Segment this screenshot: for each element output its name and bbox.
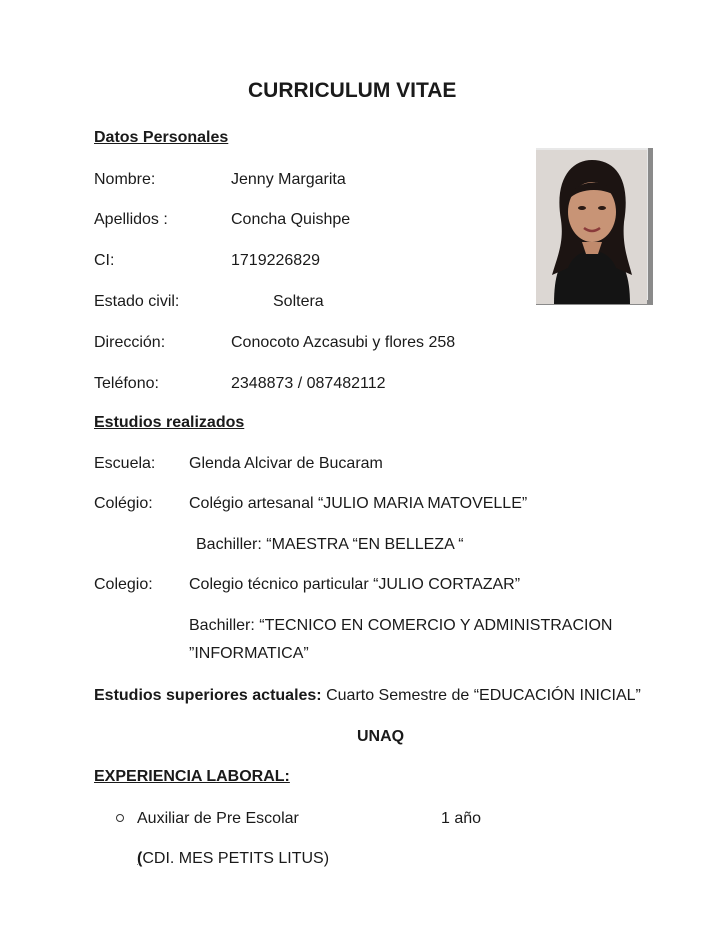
- college1-value: Colégio artesanal “JULIO MARIA MATOVELLE”: [189, 495, 528, 512]
- address-value: Conocoto Azcasubi y flores 258: [231, 334, 456, 351]
- experience-role: Auxiliar de Pre Escolar: [137, 810, 299, 827]
- civil-status-label: Estado civil:: [94, 293, 180, 310]
- school-value: Glenda Alcivar de Bucaram: [189, 455, 383, 472]
- civil-status-value: Soltera: [273, 293, 324, 310]
- superior-studies-value: Cuarto Semestre de “EDUCACIÓN INICIAL”: [321, 687, 641, 704]
- page-title: CURRICULUM VITAE: [248, 79, 457, 102]
- college2-bachiller-line2: ”INFORMATICA”: [189, 645, 309, 662]
- surname-label: Apellidos :: [94, 211, 168, 228]
- experience-heading: EXPERIENCIA LABORAL:: [94, 768, 290, 785]
- bullet-icon: [116, 814, 124, 822]
- profile-photo: [536, 150, 647, 304]
- name-label: Nombre:: [94, 171, 156, 188]
- address-label: Dirección:: [94, 334, 166, 351]
- ci-label: CI:: [94, 252, 115, 269]
- college2-value: Colegio técnico particular “JULIO CORTAZAR”: [189, 576, 521, 593]
- phone-label: Teléfono:: [94, 375, 159, 392]
- college1-bachiller: Bachiller: “MAESTRA “EN BELLEZA “: [196, 536, 464, 553]
- phone-value: 2348873 / 087482112: [231, 375, 386, 392]
- superior-studies-line: [94, 686, 641, 706]
- superior-institution: UNAQ: [357, 728, 405, 745]
- experience-place-open: (: [137, 850, 143, 867]
- ci-value: 1719226829: [231, 252, 320, 269]
- experience-duration: 1 año: [441, 810, 482, 827]
- experience-place-text: CDI. MES PETITS LITUS): [142, 850, 330, 867]
- superior-studies-label: Estudios superiores actuales:: [94, 687, 322, 704]
- college2-bachiller-line1: Bachiller: “TECNICO EN COMERCIO Y ADMINISTRACION: [189, 617, 613, 634]
- name-value: Jenny Margarita: [231, 171, 346, 188]
- personal-data-heading: Datos Personales: [94, 129, 229, 146]
- college1-label: Colégio:: [94, 495, 153, 512]
- college2-label: Colegio:: [94, 576, 153, 593]
- school-label: Escuela:: [94, 455, 156, 472]
- experience-place: [137, 849, 329, 869]
- studies-heading: Estudios realizados: [94, 414, 245, 431]
- surname-value: Concha Quishpe: [231, 211, 351, 228]
